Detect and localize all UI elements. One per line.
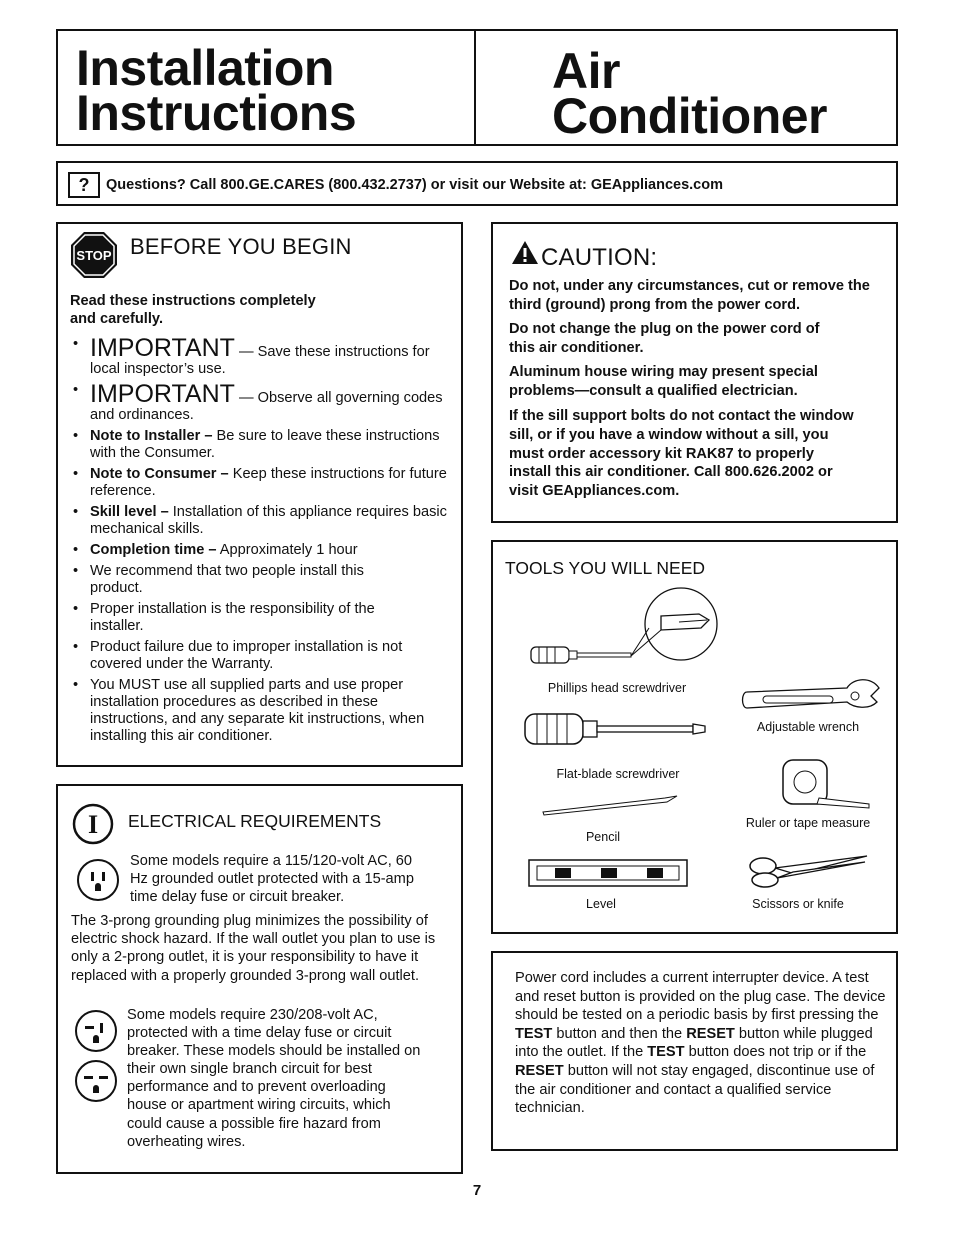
list-item bbox=[70, 466, 450, 500]
tools-title: TOOLS YOU WILL NEED bbox=[505, 558, 706, 578]
power-text-2: button and then the bbox=[552, 1025, 687, 1042]
list-item-text: Approximately 1 hour bbox=[216, 542, 358, 558]
flat-blade-label: Flat-blade screwdriver bbox=[556, 767, 680, 781]
outlet-230v-icon-1 bbox=[74, 1009, 118, 1053]
adjustable-wrench-icon bbox=[739, 672, 885, 718]
list-item-lead: Note to Installer – bbox=[90, 428, 213, 444]
phillips-label: Phillips head screwdriver bbox=[547, 681, 687, 695]
level-label: Level bbox=[586, 897, 616, 911]
caution-p2: Do not change the plug on the power cord of this air conditioner. bbox=[509, 321, 820, 356]
pencil-icon bbox=[541, 794, 681, 816]
title-installation-instructions bbox=[76, 40, 357, 141]
caution-p1: Do not, under any circumstances, cut or remove the third (ground) prong from the power cord. bbox=[509, 278, 870, 313]
tape-measure-label: Ruler or tape measure bbox=[745, 816, 871, 830]
outlet-230v-icon-2 bbox=[74, 1059, 118, 1103]
flat-screwdriver-icon bbox=[523, 710, 709, 748]
electrical-para-3: Some models require 230/208-volt AC, protected with a time delay fuse or circuit breaker. These models should be installed on their own single branch circuit for best performance and to prevent overloading house or apartment wiring circuits, which could cause a possible fire hazard from overheating wires. bbox=[127, 1007, 421, 1150]
power-cord-text bbox=[515, 969, 887, 1118]
power-text-3: button while plugged into the outlet. If the bbox=[515, 1025, 873, 1061]
before-you-begin-box bbox=[56, 222, 463, 767]
title-air-conditioner: Air Conditioner bbox=[552, 43, 828, 144]
tape-measure-icon bbox=[779, 758, 875, 812]
pencil-label: Pencil bbox=[585, 830, 621, 844]
scissors-icon bbox=[747, 854, 871, 890]
before-intro-line-2: and carefully. bbox=[70, 311, 163, 328]
list-item-text: Product failure due to improper installation is not covered under the Warranty. bbox=[90, 639, 403, 672]
list-item-lead: Completion time – bbox=[90, 542, 217, 558]
test-word-2: TEST bbox=[647, 1044, 685, 1061]
test-word: TEST bbox=[515, 1025, 553, 1042]
list-item-text: Keep these instructions for future reference. bbox=[90, 466, 447, 499]
list-item-lead: Skill level – bbox=[90, 504, 169, 520]
list-item bbox=[70, 504, 450, 538]
list-item-text: Proper installation is the responsibility of the installer. bbox=[90, 601, 375, 634]
power-text-4: button does not trip or if the bbox=[684, 1044, 867, 1061]
question-mark-icon: ? bbox=[68, 172, 100, 198]
list-item-text: — Observe all governing codes and ordinances. bbox=[90, 390, 443, 423]
stop-sign-label: STOP bbox=[76, 248, 112, 263]
caution-p3: Aluminum house wiring may present special problems—consult a qualified electrician. bbox=[509, 364, 818, 399]
electrical-requirements-box bbox=[56, 784, 463, 1174]
important-label: IMPORTANT bbox=[90, 334, 235, 362]
power-cord-box bbox=[491, 951, 898, 1151]
power-text-1: Power cord includes a current interrupter device. A test and reset button is provided on the plug case. The device should be tested on a periodic basis by first pressing the bbox=[515, 970, 886, 1024]
caution-p4: If the sill support bolts do not contact the window sill, or if you have a window without a sill, you must order accessory kit RAK87 to properly install this air conditioner. Call 800.626.2002 or visit GEAppliances.com. bbox=[509, 408, 854, 500]
info-icon-letter: I bbox=[87, 810, 99, 839]
page-number: 7 bbox=[472, 1182, 482, 1199]
before-list bbox=[70, 336, 450, 749]
warning-triangle-icon bbox=[511, 240, 539, 265]
caution-box bbox=[491, 222, 898, 523]
list-item bbox=[70, 542, 450, 559]
info-icon bbox=[72, 803, 114, 845]
caution-title: CAUTION: bbox=[541, 244, 658, 271]
outlet-120v-icon bbox=[76, 858, 120, 902]
electrical-para-2: The 3-prong grounding plug minimizes the possibility of electric shock hazard. If the wall outlet you plan to use is only a 2-prong outlet, it is your responsibility to have it replaced with a properly grounded 3-prong wall outlet. bbox=[71, 913, 436, 984]
list-item-text: You MUST use all supplied parts and use proper installation procedures as described in these instructions, and any separate kit instructions, when installing this air conditioner. bbox=[90, 677, 425, 744]
wrench-label: Adjustable wrench bbox=[756, 720, 860, 734]
stop-sign-icon bbox=[70, 231, 118, 279]
before-intro-line-1: Read these instructions completely bbox=[70, 293, 316, 309]
title-box-left bbox=[56, 29, 476, 146]
list-item bbox=[70, 639, 450, 673]
list-item-text: Be sure to leave these instructions with the Consumer. bbox=[90, 428, 440, 461]
list-item bbox=[70, 563, 375, 597]
questions-bar bbox=[56, 161, 898, 206]
list-item bbox=[70, 601, 375, 635]
important-label: IMPORTANT bbox=[90, 380, 235, 408]
scissors-label: Scissors or knife bbox=[752, 897, 844, 911]
before-you-begin-title: BEFORE YOU BEGIN bbox=[130, 234, 352, 259]
list-item-lead: Note to Consumer – bbox=[90, 466, 229, 482]
list-item-text: — Save these instructions for local inspector’s use. bbox=[90, 344, 430, 377]
list-item-text: We recommend that two people install this product. bbox=[90, 563, 364, 596]
reset-word: RESET bbox=[686, 1025, 735, 1042]
list-item bbox=[70, 677, 450, 745]
electrical-para-1: Some models require a 115/120-volt AC, 60 Hz grounded outlet protected with a 15-amp time delay fuse or circuit breaker. bbox=[130, 853, 414, 905]
list-item bbox=[70, 336, 450, 378]
phillips-screwdriver-icon bbox=[529, 586, 719, 668]
list-item bbox=[70, 428, 450, 462]
title-line-1: Installation bbox=[76, 40, 334, 96]
questions-text: Questions? Call 800.GE.CARES (800.432.2737) or visit our Website at: GEAppliances.com bbox=[106, 177, 723, 193]
list-item bbox=[70, 382, 450, 424]
before-intro bbox=[70, 292, 316, 329]
level-icon bbox=[527, 858, 691, 890]
tools-box bbox=[491, 540, 898, 934]
list-item-text: Installation of this appliance requires basic mechanical skills. bbox=[90, 504, 447, 537]
title-box-right bbox=[474, 29, 898, 146]
title-line-2: Instructions bbox=[76, 85, 357, 141]
power-text-5: button will not stay engaged, discontinue use of the air conditioner and contact a qualified service technician. bbox=[515, 1062, 875, 1117]
reset-word-2: RESET bbox=[515, 1062, 564, 1079]
electrical-title: ELECTRICAL REQUIREMENTS bbox=[128, 811, 382, 831]
